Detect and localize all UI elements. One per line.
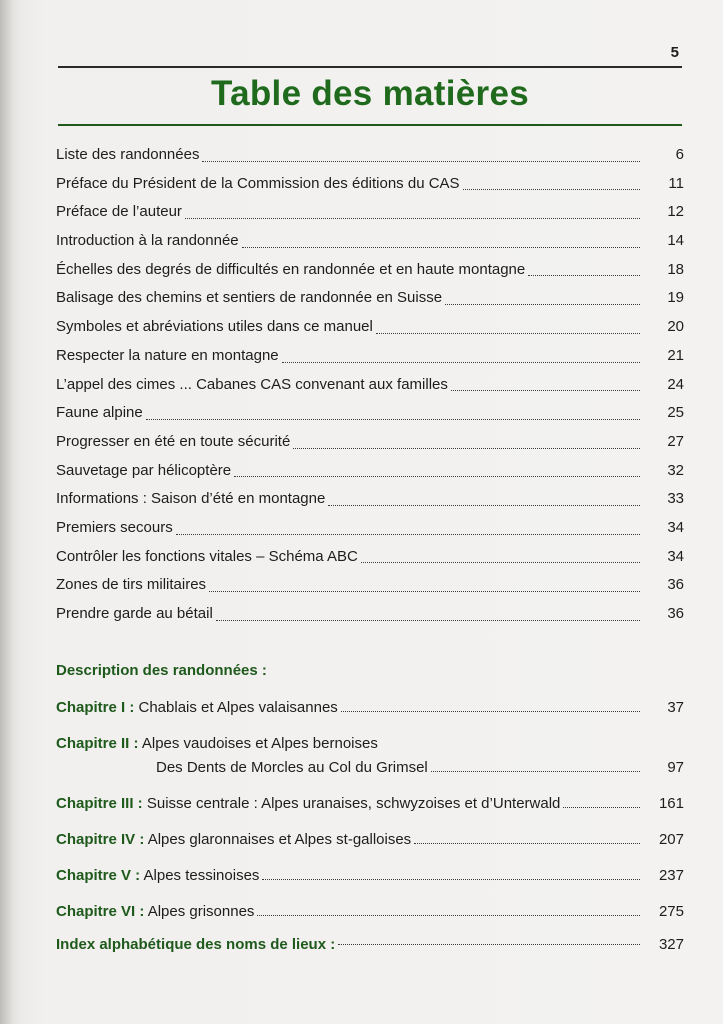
chapter-line (56, 864, 684, 888)
toc-entry-label: Liste des randonnées (56, 146, 200, 163)
toc-leader-dots (293, 448, 640, 449)
toc-entry-page: 34 (667, 518, 684, 536)
toc-entry (56, 371, 684, 400)
chapter-line (56, 696, 684, 720)
toc-entry (56, 284, 684, 313)
chapter-title: Alpes vaudoises et Alpes bernoises (138, 735, 378, 752)
header-rule (58, 66, 682, 68)
toc-entry (56, 256, 684, 285)
chapter-entry (56, 792, 684, 816)
toc-leader-dots (242, 247, 640, 248)
chapter-page: 97 (667, 759, 684, 776)
index-label: Index alphabétique des noms de lieux : (56, 936, 336, 953)
toc-entry-page: 36 (667, 576, 684, 594)
chapter-prefix: Chapitre I : (56, 699, 135, 716)
toc-leader-dots (257, 915, 640, 916)
toc-entry-label: Premiers secours (56, 518, 173, 536)
toc-leader-dots (262, 879, 640, 880)
chapter-page: 37 (667, 699, 684, 716)
toc-leader-dots (146, 419, 640, 420)
toc-list (56, 141, 684, 629)
chapter-entry (56, 828, 684, 852)
toc-entry-page: 21 (667, 346, 684, 364)
chapter-label (56, 900, 254, 924)
title-rule (58, 124, 682, 126)
toc-entry-page: 33 (667, 490, 684, 508)
toc-entry-page: 24 (667, 375, 684, 393)
chapter-prefix: Chapitre V : (56, 867, 141, 884)
chapter-line (56, 828, 684, 852)
chapter-prefix: Chapitre VI : (56, 903, 145, 920)
chapter-line (56, 900, 684, 924)
toc-entry (56, 399, 684, 428)
index-page: 327 (658, 936, 684, 953)
toc-leader-dots (216, 620, 640, 621)
toc-entry-label: Échelles des degrés de difficultés en randonnée et en haute montagne (56, 260, 526, 278)
toc-leader-dots (563, 807, 640, 808)
toc-entry (56, 342, 684, 371)
toc-leader-dots (202, 161, 640, 162)
toc-entry-label: Préface du Président de la Commission des éditions du CAS (56, 174, 460, 192)
chapter-title: Chablais et Alpes valaisannes (134, 699, 338, 716)
toc-entry-page: 12 (667, 203, 684, 221)
chapter-entry (56, 864, 684, 888)
toc-leader-dots (463, 189, 640, 190)
toc-leader-dots (176, 534, 640, 535)
toc-entry-label: Préface de l’auteur (56, 203, 182, 221)
toc-leader-dots (282, 362, 640, 363)
toc-entry (56, 514, 684, 543)
toc-entry-page: 27 (667, 432, 684, 450)
toc-leader-dots (328, 505, 640, 506)
chapter-subtitle-line (56, 756, 684, 780)
toc-entry-page: 34 (667, 547, 684, 565)
toc-entry-page: 32 (667, 461, 684, 479)
toc-entry (56, 170, 684, 199)
toc-entry (56, 198, 684, 227)
toc-leader-dots (185, 218, 640, 219)
toc-entry-page: 36 (667, 605, 684, 622)
page-number: 5 (670, 44, 679, 61)
chapter-line (56, 792, 684, 816)
toc-entry-label: Respecter la nature en montagne (56, 346, 279, 364)
toc-entry (56, 571, 684, 600)
chapter-list (56, 696, 684, 953)
section-heading: Description des randonnées : (56, 662, 267, 679)
chapter-label (56, 864, 259, 888)
page-title: Table des matières (211, 74, 529, 113)
index-entry (56, 936, 684, 953)
chapter-title: Alpes tessinoises (140, 867, 260, 884)
toc-entry-label: Contrôler les fonctions vitales – Schéma ABC (56, 547, 358, 565)
toc-entry (56, 600, 684, 629)
toc-entry (56, 227, 684, 256)
chapter-entry (56, 900, 684, 924)
toc-leader-dots (414, 843, 640, 844)
toc-entry-page: 11 (668, 174, 684, 192)
toc-entry (56, 485, 684, 514)
chapter-title: Suisse centrale : Alpes uranaises, schwyzoises et d’Unterwald (142, 795, 561, 812)
toc-entry-page: 18 (667, 260, 684, 278)
toc-entry (56, 543, 684, 572)
toc-entry (56, 457, 684, 486)
toc-entry (56, 428, 684, 457)
toc-entry-label: Zones de tirs militaires (56, 576, 207, 594)
toc-entry (56, 313, 684, 342)
chapter-label (56, 732, 378, 756)
chapter-title: Alpes grisonnes (144, 903, 255, 920)
toc-entry (56, 141, 684, 170)
chapter-label (56, 792, 560, 816)
toc-leader-dots (209, 591, 640, 592)
toc-entry-label: Prendre garde au bétail (56, 605, 213, 622)
chapter-prefix: Chapitre II : (56, 735, 139, 752)
chapter-page: 207 (658, 831, 684, 848)
toc-entry-label: Symboles et abréviations utiles dans ce manuel (56, 318, 373, 336)
toc-leader-dots (234, 476, 640, 477)
toc-leader-dots (528, 275, 640, 276)
toc-entry-page: 6 (675, 146, 684, 163)
toc-entry-label: L’appel des cimes ... Cabanes CAS convenant aux familles (56, 375, 448, 393)
chapter-label (56, 828, 411, 852)
toc-entry-label: Balisage des chemins et sentiers de randonnée en Suisse (56, 289, 443, 307)
toc-entry-label: Progresser en été en toute sécurité (56, 432, 291, 450)
toc-entry-page: 14 (667, 232, 684, 250)
toc-entry-page: 20 (667, 318, 684, 336)
toc-entry-label: Informations : Saison d’été en montagne (56, 490, 326, 508)
chapter-page: 275 (658, 903, 684, 920)
toc-leader-dots (451, 390, 640, 391)
chapter-prefix: Chapitre III : (56, 795, 143, 812)
chapter-entry (56, 696, 684, 720)
toc-leader-dots (338, 944, 640, 945)
toc-entry-page: 25 (667, 404, 684, 422)
chapter-label (56, 696, 338, 720)
toc-entry-label: Introduction à la randonnée (56, 232, 239, 250)
toc-entry-page: 19 (667, 289, 684, 307)
toc-leader-dots (361, 562, 640, 563)
toc-leader-dots (445, 304, 640, 305)
chapter-title: Alpes glaronnaises et Alpes st-galloises (144, 831, 412, 848)
toc-leader-dots (341, 711, 640, 712)
chapter-line (56, 732, 684, 756)
toc-leader-dots (376, 333, 640, 334)
chapter-page: 237 (658, 867, 684, 884)
chapter-page: 161 (658, 795, 684, 812)
toc-leader-dots (431, 771, 640, 772)
chapter-prefix: Chapitre IV : (56, 831, 145, 848)
page-gutter (0, 0, 14, 1024)
toc-entry-label: Sauvetage par hélicoptère (56, 461, 232, 479)
chapter-entry (56, 732, 684, 780)
toc-entry-label: Faune alpine (56, 404, 143, 422)
chapter-subtitle: Des Dents de Morcles au Col du Grimsel (156, 759, 428, 776)
